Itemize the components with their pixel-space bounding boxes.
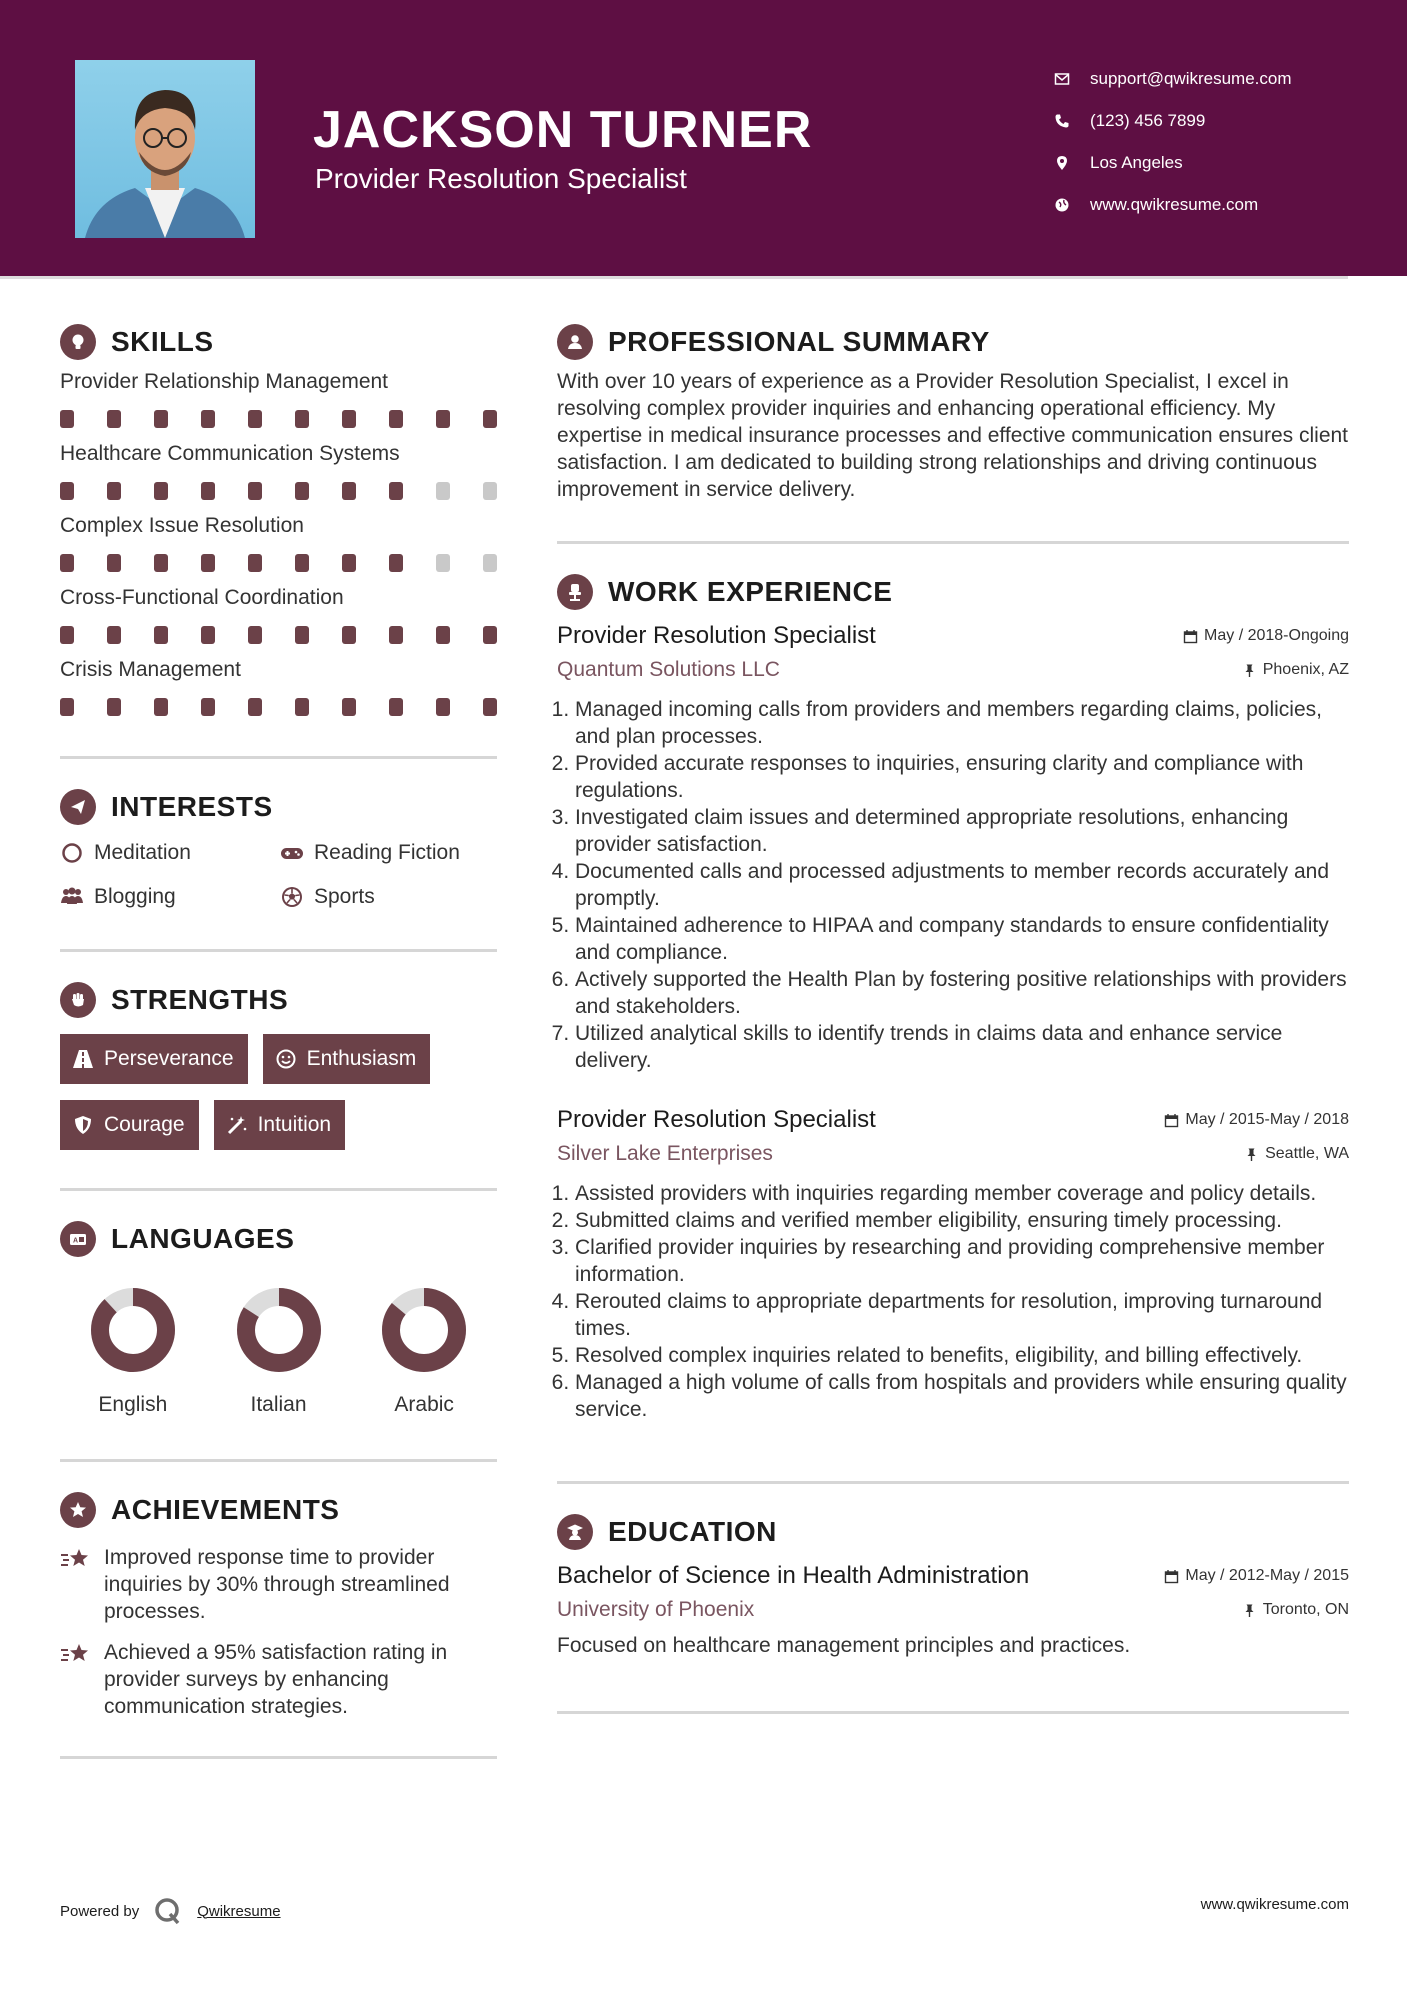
skill-dot: [436, 554, 450, 572]
person-portrait-icon: [75, 60, 255, 238]
company-name: Quantum Solutions LLC: [557, 658, 780, 681]
language-item: [60, 1287, 206, 1417]
road-icon: [72, 1048, 94, 1070]
pushpin-icon: [1242, 663, 1257, 678]
skill-dot: [154, 698, 168, 716]
contact-website-text: www.qwikresume.com: [1090, 195, 1259, 214]
skill-dot: [201, 698, 215, 716]
skill-dot: [436, 626, 450, 644]
skill-name: Cross-Functional Coordination: [60, 586, 344, 609]
job-entry: [557, 1106, 1349, 1423]
smile-icon: [275, 1048, 297, 1070]
interests-list: [60, 841, 497, 909]
language-item: [351, 1287, 497, 1417]
skill-dot: [389, 626, 403, 644]
skill-dot: [107, 410, 121, 428]
list-item: 5. Maintained adherence to HIPAA and company standards to ensure confidentiality and compliance.: [575, 912, 1349, 966]
qwikresume-link[interactable]: Qwikresume: [197, 1902, 281, 1920]
strength-tag: Perseverance: [60, 1034, 248, 1084]
svg-text:A: A: [73, 1237, 79, 1245]
skill-dot: [389, 410, 403, 428]
skill-dot: [201, 554, 215, 572]
skill-dot: [295, 626, 309, 644]
achievement-item: Achieved a 95% satisfaction rating in provider surveys by enhancing communication strategies.: [60, 1639, 497, 1720]
interest-item: Meditation: [60, 841, 280, 865]
summary-heading: PROFESSIONAL SUMMARY: [557, 322, 1349, 362]
calendar-icon: [1164, 1113, 1179, 1128]
company-name: Silver Lake Enterprises: [557, 1142, 773, 1165]
list-item: 4. Documented calls and processed adjustments to member records accurately and promptly.: [575, 858, 1349, 912]
skill-dot: [60, 698, 74, 716]
job-title: Provider Resolution Specialist: [557, 622, 876, 649]
list-item: 4. Rerouted claims to appropriate departments for resolution, improving turnaround times.: [575, 1288, 1349, 1342]
skill-dot: [389, 554, 403, 572]
language-donut: [90, 1287, 176, 1373]
skill-dot: [483, 410, 497, 428]
contact-website[interactable]: [1054, 184, 1292, 226]
skill-rating: [60, 410, 497, 428]
language-donut: [381, 1287, 467, 1373]
skill-name: Provider Relationship Management: [60, 370, 389, 393]
skill-dot: [295, 554, 309, 572]
job-date: May / 2018-Ongoing: [1183, 627, 1349, 645]
summary-text: With over 10 years of experience as a Provider Resolution Specialist, I excel in resolving complex provider inquiries and enhancing operational efficiency. My expertise in medical insurance processes and effective communication ensures client satisfaction. I am dedicated to building strong relationships and driving continuous improvement in service delivery.: [557, 370, 1349, 501]
list-item: 2. Provided accurate responses to inquiries, ensuring clarity and compliance with regulations.: [575, 750, 1349, 804]
phone-icon: [1054, 113, 1090, 129]
interests-heading: INTERESTS: [60, 787, 497, 827]
skill-name: Crisis Management: [60, 658, 241, 681]
shield-icon: [72, 1114, 94, 1136]
pushpin-icon: [1242, 1603, 1257, 1618]
skill-dot: [342, 482, 356, 500]
skill-dot: [342, 554, 356, 572]
strengths-list: [60, 1034, 497, 1166]
languages-heading: A LANGUAGES: [60, 1219, 497, 1259]
header-divider: [0, 276, 1348, 279]
footer-url[interactable]: www.qwikresume.com: [1200, 1896, 1349, 1913]
skill-dot: [107, 698, 121, 716]
interest-item: Blogging: [60, 885, 280, 909]
skill-dot: [295, 410, 309, 428]
candidate-name: JACKSON TURNER: [313, 101, 813, 159]
skill-dot: [483, 698, 497, 716]
office-chair-icon: [557, 574, 593, 610]
skill-name: Healthcare Communication Systems: [60, 442, 400, 465]
language-name: Arabic: [394, 1393, 454, 1416]
skill-dot: [483, 626, 497, 644]
skill-dot: [60, 626, 74, 644]
job-title: Provider Resolution Specialist: [557, 1106, 876, 1133]
skills-list: [60, 370, 497, 716]
skill-dot: [154, 626, 168, 644]
education-location: Toronto, ON: [1242, 1601, 1349, 1619]
achievements-list: [60, 1544, 497, 1720]
skill-rating: [60, 626, 497, 644]
education-date: May / 2012-May / 2015: [1164, 1567, 1349, 1585]
calendar-icon: [1183, 629, 1198, 644]
section-divider: [60, 1188, 497, 1191]
contact-location: [1054, 142, 1292, 184]
skill-dot: [483, 482, 497, 500]
contact-phone[interactable]: [1054, 100, 1292, 142]
job-entry: [557, 622, 1349, 1074]
skill-dot: [295, 698, 309, 716]
interest-item: Sports: [280, 885, 500, 909]
right-column: [557, 322, 1349, 1714]
calendar-icon: [1164, 1569, 1179, 1584]
skill-dot: [248, 482, 262, 500]
skill-dot: [248, 410, 262, 428]
job-responsibilities: [557, 1180, 1349, 1423]
skill-dot: [107, 554, 121, 572]
skill-name: Complex Issue Resolution: [60, 514, 304, 537]
skill-dot: [201, 410, 215, 428]
contact-list: [1054, 58, 1292, 226]
contact-phone-text: (123) 456 7899: [1090, 111, 1206, 130]
skill-dot: [483, 554, 497, 572]
header-banner: [0, 0, 1407, 276]
skill-dot: [436, 482, 450, 500]
skill-dot: [201, 482, 215, 500]
footer-powered-by: Powered by Qwikresume: [60, 1896, 281, 1926]
section-divider: [60, 949, 497, 952]
language-icon: [60, 1221, 96, 1257]
magic-wand-icon: [226, 1114, 248, 1136]
paper-plane-icon: [60, 789, 96, 825]
skill-dot: [60, 554, 74, 572]
section-divider: [60, 1459, 497, 1462]
achievement-item: Improved response time to provider inquiries by 30% through streamlined processes.: [60, 1544, 497, 1625]
gamepad-icon: [280, 841, 304, 865]
skill-dot: [248, 554, 262, 572]
achievements-heading: ACHIEVEMENTS: [60, 1490, 497, 1530]
list-item: 1. Assisted providers with inquiries regarding member coverage and policy details.: [575, 1180, 1349, 1207]
contact-email-text: support@qwikresume.com: [1090, 69, 1292, 88]
education-description: Focused on healthcare management principles and practices.: [557, 1634, 1131, 1657]
skill-dot: [60, 410, 74, 428]
skill-rating: [60, 698, 497, 716]
skill-dot: [107, 482, 121, 500]
skill-dot: [107, 626, 121, 644]
skill-dot: [154, 482, 168, 500]
circle-icon: [60, 841, 84, 865]
section-divider: [557, 541, 1349, 544]
skill-item: [60, 586, 497, 644]
section-divider: [557, 1481, 1349, 1484]
list-item: 7. Utilized analytical skills to identify trends in claims data and enhance service delivery.: [575, 1020, 1349, 1074]
skills-heading: SKILLS: [60, 322, 497, 362]
skill-dot: [295, 482, 309, 500]
education-entry: [557, 1562, 1349, 1659]
skill-dot: [60, 482, 74, 500]
skill-dot: [342, 698, 356, 716]
contact-email[interactable]: [1054, 58, 1292, 100]
skill-dot: [342, 410, 356, 428]
skill-dot: [389, 482, 403, 500]
skill-dot: [154, 410, 168, 428]
degree-name: Bachelor of Science in Health Administration: [557, 1562, 1030, 1589]
strength-tag: Intuition: [214, 1100, 346, 1150]
job-location: Seattle, WA: [1244, 1145, 1349, 1163]
list-item: 3. Investigated claim issues and determined appropriate resolutions, enhancing provider satisfaction.: [575, 804, 1349, 858]
fist-icon: [60, 982, 96, 1018]
skill-item: [60, 658, 497, 716]
skill-dot: [436, 698, 450, 716]
envelope-icon: [1054, 71, 1090, 87]
lightbulb-icon: [60, 324, 96, 360]
language-item: [206, 1287, 352, 1417]
skill-item: [60, 514, 497, 572]
list-item: 6. Actively supported the Health Plan by fostering positive relationships with providers and stakeholders.: [575, 966, 1349, 1020]
skill-rating: [60, 554, 497, 572]
skill-dot: [201, 626, 215, 644]
job-date: May / 2015-May / 2018: [1164, 1111, 1349, 1129]
strengths-heading: STRENGTHS: [60, 980, 497, 1020]
skill-dot: [248, 626, 262, 644]
experience-heading: WORK EXPERIENCE: [557, 572, 1349, 612]
shooting-star-icon: [60, 1546, 92, 1574]
language-name: English: [98, 1393, 168, 1416]
list-item: 6. Managed a high volume of calls from hospitals and providers while ensuring quality service.: [575, 1369, 1349, 1423]
job-responsibilities: [557, 696, 1349, 1074]
list-item: 1. Managed incoming calls from providers and members regarding claims, policies, and plan processes.: [575, 696, 1349, 750]
user-icon: [557, 324, 593, 360]
candidate-title: Provider Resolution Specialist: [315, 163, 687, 194]
contact-location-text: Los Angeles: [1090, 153, 1183, 172]
section-divider: [60, 1756, 497, 1759]
language-name: Italian: [250, 1393, 307, 1416]
list-item: 3. Clarified provider inquiries by researching and providing comprehensive member information.: [575, 1234, 1349, 1288]
globe-icon: [1054, 197, 1090, 213]
list-item: 5. Resolved complex inquiries related to benefits, eligibility, and billing effectively.: [575, 1342, 1349, 1369]
education-heading: EDUCATION: [557, 1512, 1349, 1552]
skill-dot: [389, 698, 403, 716]
qwikresume-logo-icon: [153, 1896, 183, 1926]
skill-dot: [248, 698, 262, 716]
skill-item: [60, 442, 497, 500]
strength-tag: Courage: [60, 1100, 199, 1150]
users-icon: [60, 885, 84, 909]
skill-rating: [60, 482, 497, 500]
profile-photo: [75, 60, 255, 238]
strength-tag: Enthusiasm: [263, 1034, 431, 1084]
left-column: [60, 322, 497, 1759]
job-location: Phoenix, AZ: [1242, 661, 1349, 679]
graduate-icon: [557, 1514, 593, 1550]
star-badge-icon: [60, 1492, 96, 1528]
section-divider: [60, 756, 497, 759]
skill-item: [60, 370, 497, 428]
list-item: 2. Submitted claims and verified member eligibility, ensuring timely processing.: [575, 1207, 1349, 1234]
section-divider: [557, 1711, 1349, 1714]
location-pin-icon: [1054, 155, 1090, 171]
shooting-star-icon: [60, 1641, 92, 1669]
language-donut: [236, 1287, 322, 1373]
skill-dot: [342, 626, 356, 644]
soccer-ball-icon: [280, 885, 304, 909]
skill-dot: [154, 554, 168, 572]
skill-dot: [436, 410, 450, 428]
interest-item: Reading Fiction: [280, 841, 500, 865]
language-level-arc: [100, 1297, 166, 1363]
languages-list: [60, 1287, 497, 1417]
school-name: University of Phoenix: [557, 1598, 755, 1621]
pushpin-icon: [1244, 1147, 1259, 1162]
